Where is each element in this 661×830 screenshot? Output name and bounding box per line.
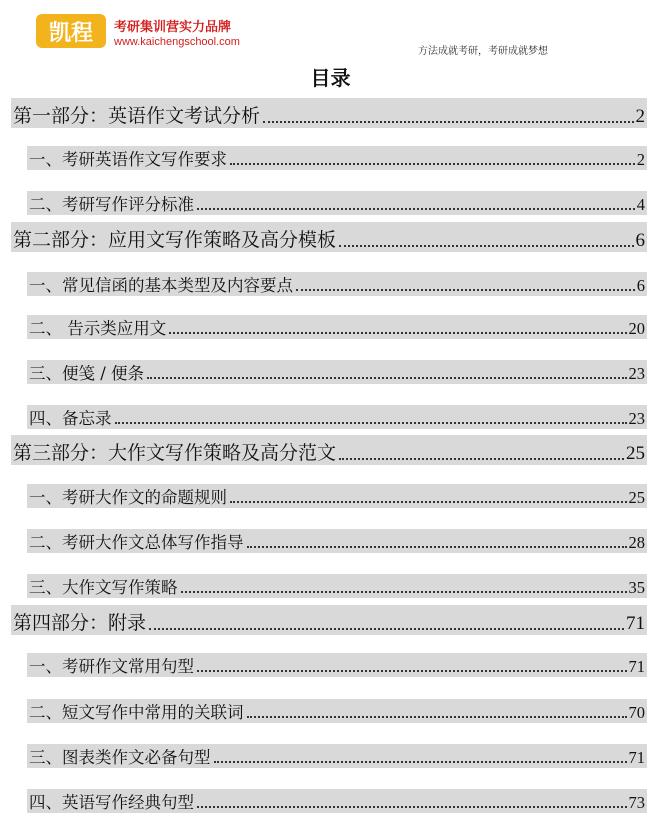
toc-entry-label: 二、 告示类应用文	[29, 319, 167, 338]
toc-dot-leader	[339, 244, 633, 247]
toc-page-number: 2	[635, 106, 645, 127]
toc-part-entry[interactable]	[11, 98, 647, 128]
toc-section-entry[interactable]	[27, 146, 647, 170]
toc-section-entry[interactable]	[27, 360, 647, 384]
toc-page-number: 2	[636, 150, 645, 169]
toc-entry-label: 三、图表类作文必备句型	[29, 748, 211, 767]
toc-entry-label: 一、考研英语作文写作要求	[29, 150, 227, 169]
toc-entry-label: 一、考研作文常用句型	[29, 657, 194, 676]
toc-entry-label: 一、考研大作文的命题规则	[29, 488, 227, 507]
toc-entry-label: 四、备忘录	[29, 409, 112, 428]
toc-dot-leader	[197, 207, 635, 210]
toc-page-number: 35	[628, 578, 645, 597]
kaicheng-logo-icon	[34, 8, 110, 52]
toc-dot-leader	[247, 715, 627, 718]
toc-page-number: 25	[626, 443, 645, 464]
toc-dot-leader	[115, 421, 627, 424]
toc-entry-label: 三、便笺 / 便条	[29, 364, 145, 383]
toc-section-entry[interactable]	[27, 744, 647, 768]
toc-dot-leader	[296, 288, 635, 291]
toc-entry-label: 第二部分：应用文写作策略及高分模板	[13, 229, 337, 251]
toc-dot-leader	[263, 120, 633, 123]
toc-page-number: 6	[635, 230, 645, 251]
brand-url[interactable]: www.kaichengschool.com	[114, 36, 240, 48]
toc-dot-leader	[230, 500, 627, 503]
toc-page-number: 4	[636, 195, 645, 214]
toc-section-entry[interactable]	[27, 272, 647, 296]
toc-page-number: 20	[628, 319, 645, 338]
toc-entry-label: 二、考研大作文总体写作指导	[29, 533, 244, 552]
toc-page-number: 70	[628, 703, 645, 722]
toc-dot-leader	[149, 627, 624, 630]
toc-page-number: 73	[628, 793, 645, 812]
toc-section-entry[interactable]	[27, 315, 647, 339]
toc-dot-leader	[247, 545, 627, 548]
toc-dot-leader	[339, 457, 624, 460]
toc-page-number: 71	[628, 657, 645, 676]
toc-page-number: 6	[636, 276, 645, 295]
toc-section-entry[interactable]	[27, 191, 647, 215]
toc-entry-label: 一、常见信函的基本类型及内容要点	[29, 276, 293, 295]
toc-entry-label: 三、大作文写作策略	[29, 578, 178, 597]
toc-entry-label: 第四部分：附录	[13, 612, 147, 634]
toc-dot-leader	[197, 805, 627, 808]
toc-dot-leader	[197, 669, 627, 672]
brand-logo	[34, 8, 274, 52]
toc-entry-label: 二、考研写作评分标准	[29, 195, 194, 214]
toc-page-number: 71	[626, 613, 645, 634]
toc-dot-leader	[230, 162, 635, 165]
toc-entry-label: 第三部分：大作文写作策略及高分范文	[13, 442, 337, 464]
toc-dot-leader	[181, 590, 627, 593]
toc-page-number: 23	[628, 364, 645, 383]
toc-part-entry[interactable]	[11, 222, 647, 252]
toc-section-entry[interactable]	[27, 653, 647, 677]
toc-page-number: 25	[628, 488, 645, 507]
toc-section-entry[interactable]	[27, 789, 647, 813]
slogan: 方法成就考研，考研成就梦想	[418, 46, 548, 57]
toc-page-number: 28	[628, 533, 645, 552]
logo-mark-text: 凯程	[48, 21, 94, 46]
toc-section-entry[interactable]	[27, 699, 647, 723]
toc-part-entry[interactable]	[11, 605, 647, 635]
toc-section-entry[interactable]	[27, 574, 647, 598]
toc-dot-leader	[169, 331, 626, 334]
toc-part-entry[interactable]	[11, 435, 647, 465]
toc-page-number: 71	[628, 748, 645, 767]
page-title: 目录	[310, 66, 351, 90]
toc-entry-label: 四、英语写作经典句型	[29, 793, 194, 812]
brand-name: 考研集训营实力品牌	[114, 20, 232, 35]
toc-section-entry[interactable]	[27, 405, 647, 429]
toc-page-number: 23	[628, 409, 645, 428]
toc-section-entry[interactable]	[27, 484, 647, 508]
toc-dot-leader	[214, 760, 627, 763]
toc-entry-label: 二、短文写作中常用的关联词	[29, 703, 244, 722]
toc-entry-label: 第一部分：英语作文考试分析	[13, 105, 261, 127]
toc-dot-leader	[147, 376, 626, 379]
toc-section-entry[interactable]	[27, 529, 647, 553]
